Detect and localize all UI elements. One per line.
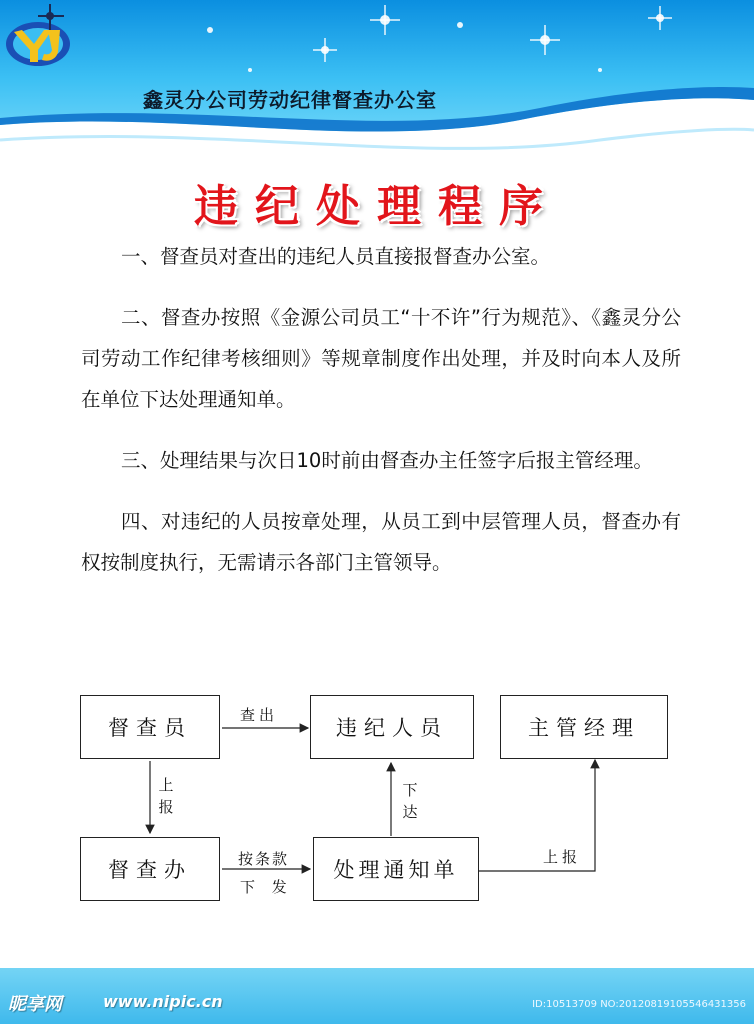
rules-text bbox=[81, 236, 681, 603]
rule-paragraph-4: 四、对违纪的人员按章处理，从员工到中层管理人员，督查办有权按制度执行，无需请示各部门主管领导。 bbox=[81, 510, 681, 574]
box-inspector: 督查员 bbox=[80, 695, 220, 759]
image-id-watermark: ID:10513709 NO:20120819105546431356 bbox=[532, 999, 746, 1010]
org-name: 鑫灵分公司劳动纪律督查办公室 bbox=[143, 88, 437, 112]
header-banner bbox=[0, 0, 754, 175]
box-violator: 违纪人员 bbox=[310, 695, 474, 759]
label-issue: 下 发 bbox=[240, 878, 293, 896]
site-logo: 昵享网 bbox=[8, 994, 62, 1015]
label-report-up: 上报 bbox=[158, 776, 174, 816]
rule-paragraph-2: 二、督查办按照《金源公司员工“十不许”行为规范》、《鑫灵分公司劳动工作纪律考核细则》等规章制度作出处理，并及时向本人及所在单位下达处理通知单。 bbox=[81, 306, 681, 411]
rule-paragraph-3: 三、处理结果与次日10时前由督查办主任签字后报主管经理。 bbox=[121, 449, 653, 472]
label-by-clause: 按条款 bbox=[238, 850, 290, 868]
process-flowchart bbox=[0, 680, 754, 920]
page-title: 违纪处理程序 bbox=[194, 181, 560, 232]
label-issue-down: 下达 bbox=[402, 781, 418, 821]
label-report-manager: 上报 bbox=[543, 848, 582, 866]
box-notice: 处理通知单 bbox=[313, 837, 479, 901]
site-url[interactable]: www.nipic.cn bbox=[103, 992, 223, 1011]
footer-bar bbox=[0, 968, 754, 1024]
box-office: 督查办 bbox=[80, 837, 220, 901]
rule-paragraph-1: 一、督查员对查出的违纪人员直接报督查办公室。 bbox=[121, 245, 551, 268]
label-found: 查出 bbox=[240, 706, 279, 724]
company-logo-icon bbox=[0, 0, 80, 70]
box-manager: 主管经理 bbox=[500, 695, 668, 759]
